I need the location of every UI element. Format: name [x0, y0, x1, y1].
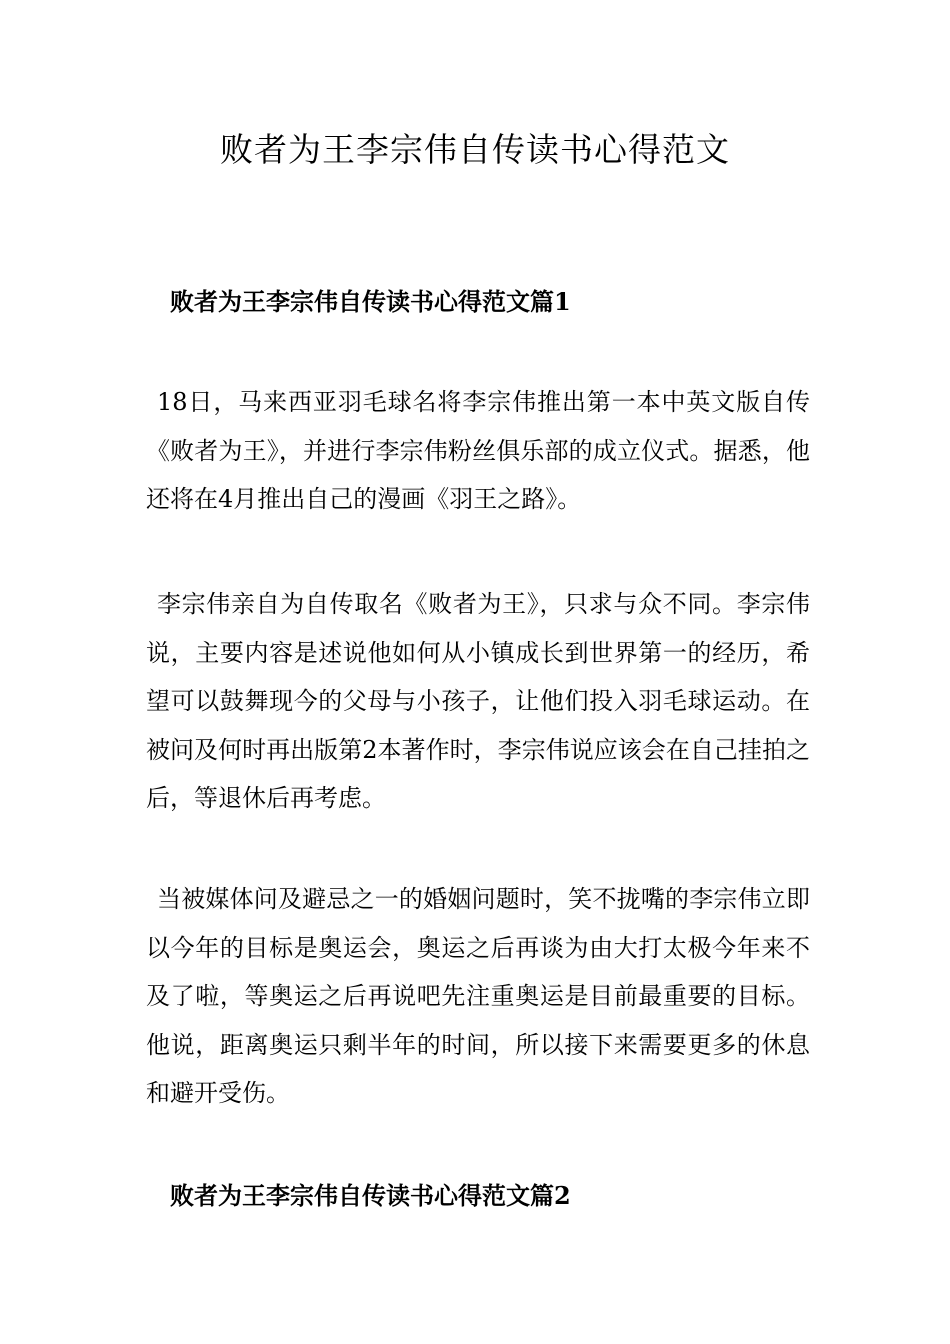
section-heading-1: 败者为王李宗伟自传读书心得范文篇1	[170, 287, 571, 316]
document-title: 败者为王李宗伟自传读书心得范文	[220, 130, 730, 169]
paragraph-1: 18日，马来西亚羽毛球名将李宗伟推出第一本中英文版自传《败者为王》，并进行李宗伟粉丝俱乐部的成立仪式。据悉，他还将在4月推出自己的漫画《羽王之路》。	[146, 388, 810, 513]
paragraph-2: 李宗伟亲自为自传取名《败者为王》，只求与众不同。李宗伟说，主要内容是述说他如何从小镇成长到世界第一的经历，希望可以鼓舞现今的父母与小孩子，让他们投入羽毛球运动。在被问及何时再出版第2本著作时，李宗伟说应该会在自己挂拍之后，等退休后再考虑。	[146, 590, 810, 812]
paragraph-3: 当被媒体问及避忌之一的婚姻问题时，笑不拢嘴的李宗伟立即以今年的目标是奥运会，奥运之后再谈为由大打太极今年来不及了啦，等奥运之后再说吧先注重奥运是目前最重要的目标。他说，距离奥运只剩半年的时间，所以接下来需要更多的休息和避开受伤。	[146, 885, 810, 1107]
section-heading-2: 败者为王李宗伟自传读书心得范文篇2	[170, 1181, 571, 1210]
